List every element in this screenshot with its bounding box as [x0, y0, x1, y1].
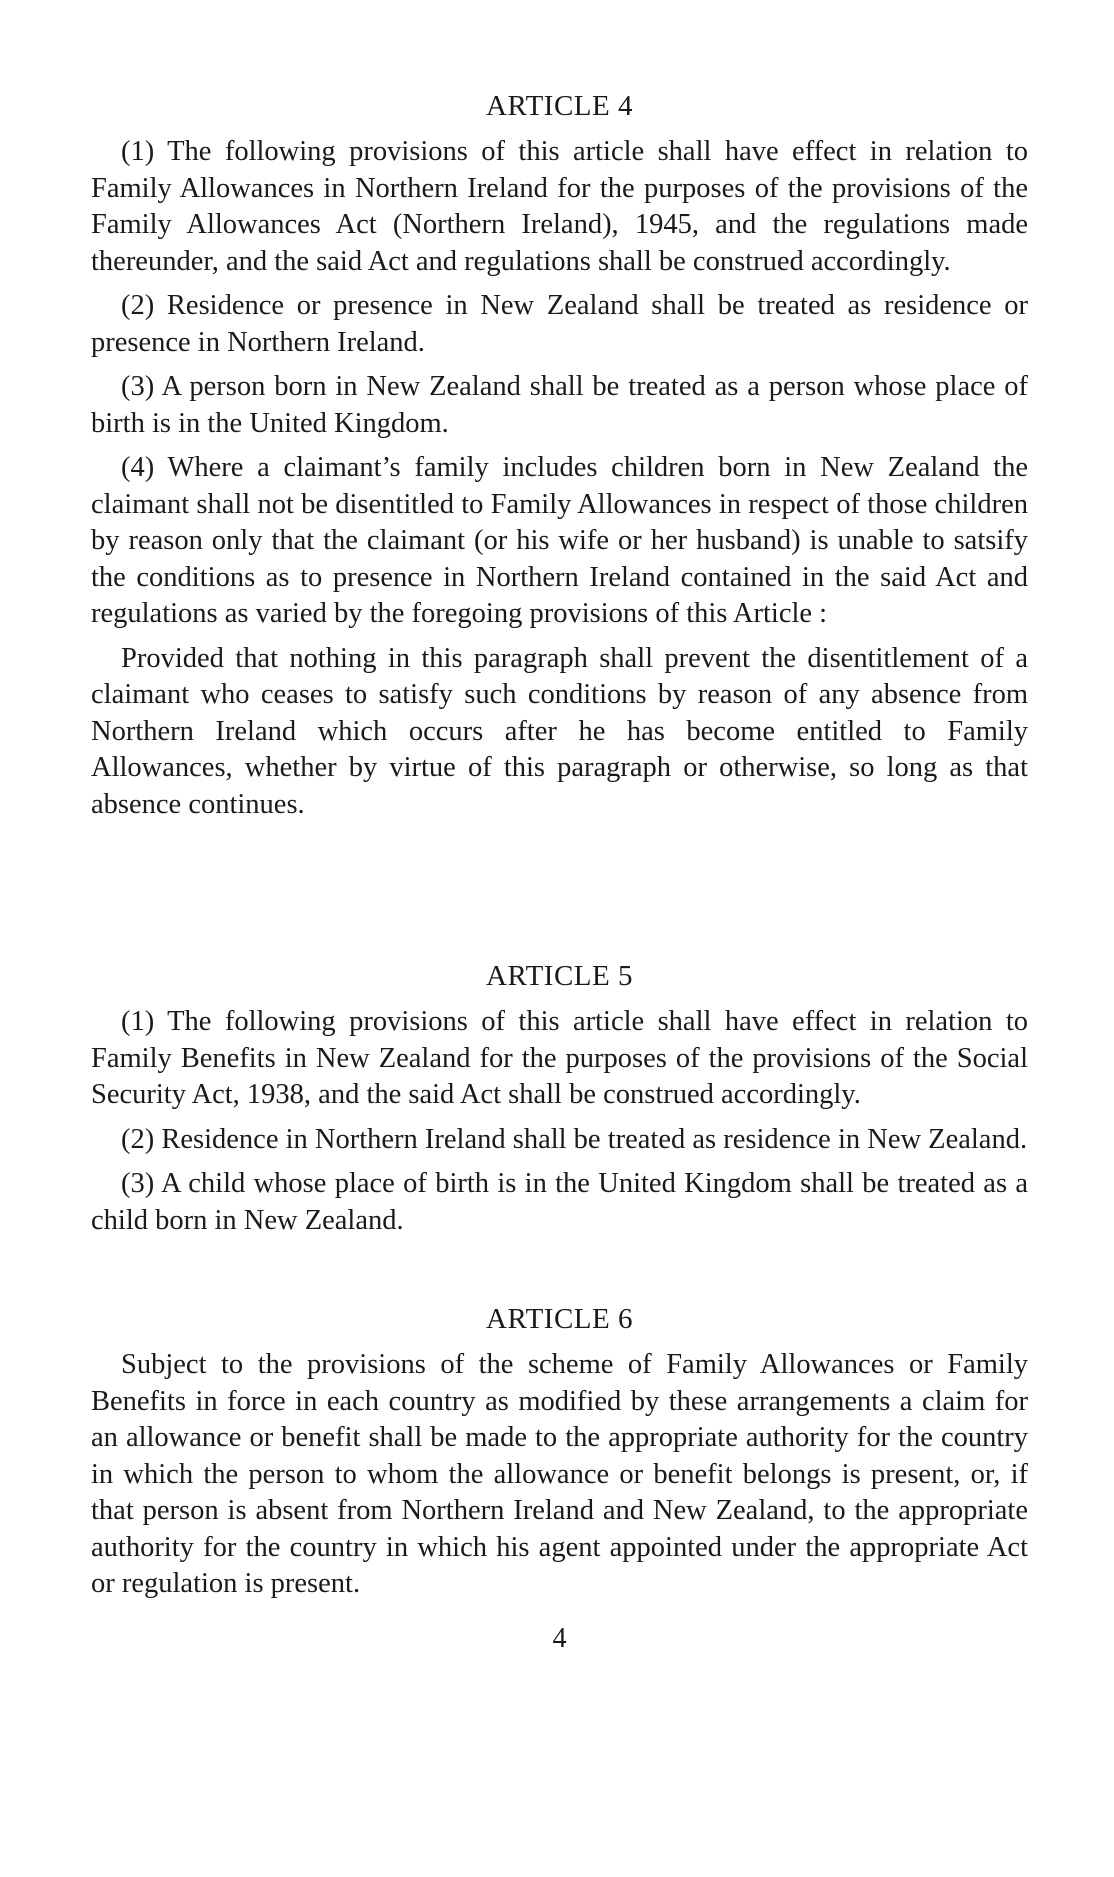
article-6-paragraph: Subject to the provisions of the scheme of Family Allowances or Family Benefits in force in each country as modified by these arrangements a claim for an allowance or benefit shall be made to the appropriate authority for the country in which the person to whom the allowance or benefit belongs is present, or, if that person is absent from Northern Ireland and New Zealand, to the appropriate authority for the country in which his agent appointed under the appropriate Act or regulation is present.	[91, 1349, 1028, 1599]
page-number: 4	[552, 1623, 567, 1654]
article-heading: ARTICLE 5	[486, 960, 633, 992]
article-4-proviso: Provided that nothing in this paragraph shall prevent the disentitlement of a claimant who ceases to satisfy such conditions by reason of any absence from Northern Ireland which occurs after he has become entitled to Family Allowances, whether by virtue of this paragraph or otherwise, so long as that absence continues.	[91, 642, 1028, 820]
article-4-paragraph-3: (3) A person born in New Zealand shall be treated as a person whose place of birth is in the United Kingdom.	[91, 371, 1028, 439]
article-4	[91, 88, 1028, 831]
article-5-paragraph-3: (3) A child whose place of birth is in the United Kingdom shall be treated as a child born in New Zealand.	[91, 1168, 1028, 1236]
article-heading: ARTICLE 6	[486, 1303, 633, 1335]
article-4-paragraph-1: (1) The following provisions of this article shall have effect in relation to Family Allowances in Northern Ireland for the purposes of the provisions of the Family Allowances Act (Northern Ireland), 1945, and the regulations made thereunder, and the said Act and regulations shall be construed accordingly.	[91, 136, 1028, 277]
article-5-paragraph-1: (1) The following provisions of this article shall have effect in relation to Family Benefits in New Zealand for the purposes of the provisions of the Social Security Act, 1938, and the said Act shall be construed accordingly.	[91, 1006, 1028, 1110]
article-heading: ARTICLE 4	[486, 90, 633, 122]
article-4-paragraph-2: (2) Residence or presence in New Zealand shall be treated as residence or presence in Northern Ireland.	[91, 290, 1028, 358]
article-5	[91, 958, 1028, 1247]
article-4-paragraph-4: (4) Where a claimant’s family includes children born in New Zealand the claimant shall not be disentitled to Family Allowances in respect of those children by reason only that the claimant (or his wife or her husband) is unable to satsify the conditions as to presence in Northern Ireland contained in the said Act and regulations as varied by the foregoing provisions of this Article :	[91, 452, 1028, 629]
article-6	[91, 1301, 1028, 1611]
article-5-paragraph-2: (2) Residence in Northern Ireland shall be treated as residence in New Zealand.	[121, 1123, 1028, 1155]
